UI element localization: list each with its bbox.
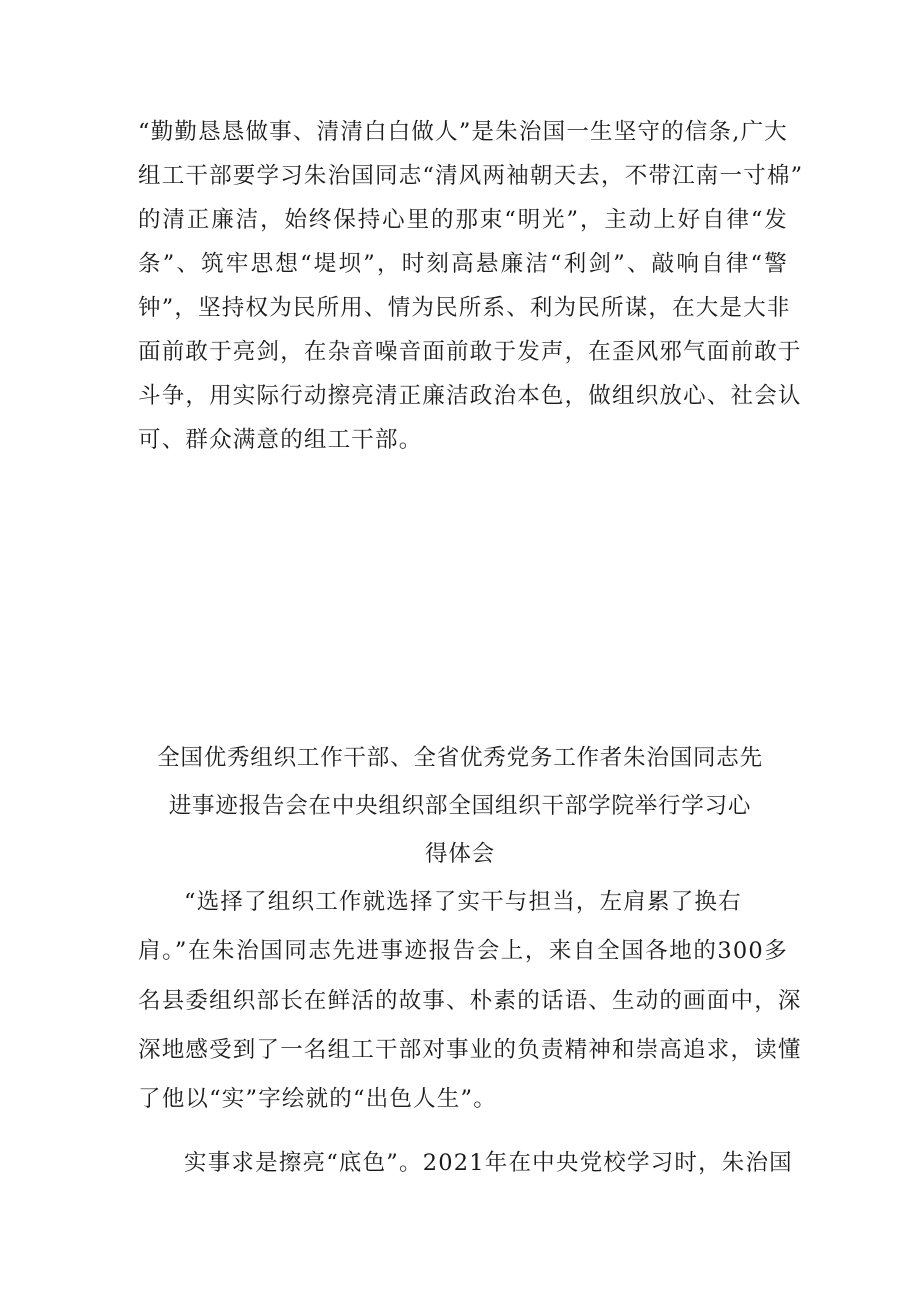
paragraph-line: 肩。”在朱治国同志先进事迹报告会上，来自全国各地的300多 [138, 938, 788, 964]
paragraph-line: 实事求是擦亮“底色”。2021年在中央党校学习时，朱治国 [184, 1150, 793, 1176]
paragraph-line: 的清正廉洁，始终保持心里的那束“明光”，主动上好自律“发 [138, 207, 788, 233]
paragraph-line: 面前敢于亮剑，在杂音噪音面前敢于发声，在歪风邪气面前敢于 [138, 339, 802, 365]
title-line: 得体会 [425, 841, 495, 867]
paragraph-line: 了他以“实”字绘就的“出色人生”。 [138, 1086, 497, 1112]
paragraph-line: “勤勤恳恳做事、清清白白做人”是朱治国一生坚守的信条,广大 [138, 119, 788, 145]
paragraph-line: 斗争，用实际行动擦亮清正廉洁政治本色，做组织放心、社会认 [138, 383, 802, 409]
paragraph-line: 可、群众满意的组工干部。 [138, 427, 423, 453]
paragraph-line: 深地感受到了一名组工干部对事业的负责精神和崇高追求，读懂 [138, 1037, 802, 1063]
paragraph-line: 名县委组织部长在鲜活的故事、朴素的话语、生动的画面中，深 [138, 988, 802, 1014]
title-line: 进事迹报告会在中央组织部全国组织干部学院举行学习心 [168, 793, 752, 819]
title-line: 全国优秀组织工作干部、全省优秀党务工作者朱治国同志先 [157, 745, 763, 771]
paragraph-line: 组工干部要学习朱治国同志“清风两袖朝天去，不带江南一寸棉” [138, 163, 804, 189]
paragraph-line: 条”、筑牢思想“堤坝”，时刻高悬廉洁“利剑”、敲响自律“警 [138, 251, 788, 277]
paragraph-line: “选择了组织工作就选择了实干与担当，左肩累了换右 [184, 889, 742, 915]
paragraph-line: 钟”，坚持权为民所用、情为民所系、利为民所谋，在大是大非 [138, 295, 791, 321]
